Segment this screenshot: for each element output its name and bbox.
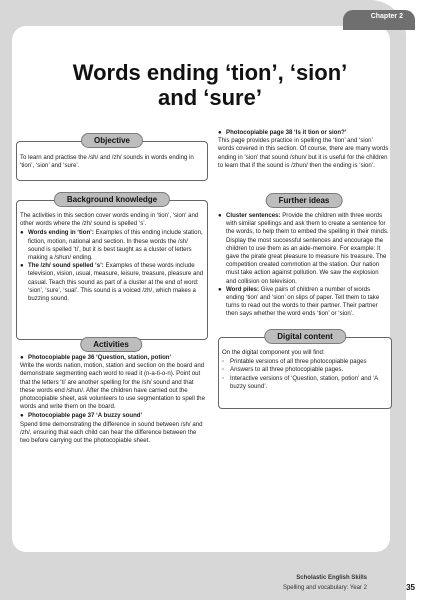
page-title <box>60 60 360 110</box>
further-2 <box>218 286 390 319</box>
activity-1-text: Write the words nation, motion, station and section on the board and demonstrate segmenting each word to read it (n-a-ti-o-n). Point out that the letters ‘ti’ are another spelling for the /sh/ sound and that these words end /shun/. After the children have carried out the photocopiable sheet, ask volunteers to use segmentation to spell the words and write them on the board. <box>20 362 205 411</box>
bullet-title: The /zh/ sound spelled ‘s’: <box>28 262 104 270</box>
activity-1 <box>20 354 206 362</box>
digital-item-text: Printable versions of all three photocopiable pages <box>230 358 367 366</box>
background-label: Background knowledge <box>54 192 170 207</box>
background-intro: The activities in this section cover words ending in ‘tion’, ‘sion’ and other words where the /zh/ sound is spelled ‘s’. <box>20 212 199 228</box>
bullet-icon: ● <box>20 354 24 361</box>
bullet-icon: ◦ <box>222 358 225 366</box>
digital-content-text <box>222 349 388 391</box>
bullet-icon: ● <box>20 229 24 237</box>
bullet-text: Examples of these words include television, vision, usual, measure, leisure, treasure, pleasure and casual. Teach this sound as part of a cluster at the end of word: ‘sion’, ‘sure’, ‘sual’. This sound is a voiced /zh/, which makes a buzzing sound. <box>28 262 204 303</box>
background-bullet-2 <box>20 262 204 303</box>
chapter-label: Chapter 2 <box>370 13 403 20</box>
photocopiable-38-title: Photocopiable page 38 ‘Is it tion or sion?’ <box>226 129 347 136</box>
background-text <box>20 212 204 303</box>
background-bullet-1 <box>20 229 204 262</box>
title-line-1: Words ending ‘tion’, ‘sion’ <box>72 60 348 85</box>
further-ideas-header <box>218 193 390 205</box>
further-text: Provide the children with three words with similar spellings and ask them to create a sentence for the words, to help them to embed the spelling in their minds. Display the most successful sentences and encourage the children to use them as an aide-memoire. For example: It gave the pirate great pleasure to measure his treasure. The competition created commotion at the station. Our nation must take action against pollution. We saw the explosion and collision on television. <box>226 212 389 285</box>
digital-item-text: Interactive versions of ‘Question, station, potion’ and ‘A buzzy sound’. <box>230 374 378 390</box>
activity-2-text: Spend time demonstrating the difference in sound between /sh/ and /zh/, ensuring that each child can hear the difference between the two before carrying out the photocopiable sheet. <box>20 420 203 445</box>
further-ideas-text <box>218 212 390 319</box>
page-number: 35 <box>406 583 415 592</box>
bullet-icon: ◦ <box>222 366 225 374</box>
bullet-text: Examples of this ending include station, fiction, motion, national and section. In these words the /sh/ sound is spelled ‘ti’, but it is best taught as a cluster of letters making a /shun/ ending. <box>28 229 203 262</box>
bullet-icon: ● <box>218 212 222 219</box>
series-title: Scholastic English Skills <box>296 575 367 581</box>
title-line-2: and ‘sure’ <box>158 85 262 110</box>
further-title: Word piles: <box>226 285 260 293</box>
activity-2 <box>20 412 206 420</box>
digital-item-text: Answers to all three photocopiable pages. <box>230 366 344 374</box>
photocopiable-38-text: This page provides practice in spelling the ‘tion’ and ‘sion’ words covered in this section. Of course, there are many words ending in ‘sion’ that sound /shun/ but it is useful for the children to learn that if the sound is /zhun/ then the ending is ‘sion’. <box>218 137 389 169</box>
activity-title: Photocopiable page 36 ‘Question, station, potion’ <box>28 354 172 361</box>
digital-item <box>222 366 388 374</box>
bullet-icon: ● <box>218 129 222 136</box>
activities-header <box>16 337 206 349</box>
series-subtitle: Spelling and vocabulary: Year 2 <box>282 585 367 591</box>
objective-text: To learn and practise the /sh/ and /zh/ sounds in words ending in ‘tion’, ‘sion’ and ‘sure’. <box>20 154 194 170</box>
further-1 <box>218 212 390 286</box>
bullet-icon: ● <box>20 262 24 270</box>
bullet-icon: ● <box>218 285 222 293</box>
digital-item <box>222 358 388 366</box>
activities-text <box>20 354 206 446</box>
bullet-icon: ◦ <box>222 374 225 382</box>
objective-label: Objective <box>81 133 143 148</box>
further-text: Give pairs of children a number of words ending ‘tion’ and ‘sion’ on slips of paper. Tell them to take turns to read out the words to their partner. Their partner then says whether the word ends ‘tion’ or ‘sion’. <box>226 285 380 318</box>
activity-title: Photocopiable page 37 ‘A buzzy sound’ <box>28 412 143 420</box>
digital-intro: On the digital component you will find: <box>222 349 325 356</box>
bullet-title: Words ending in ‘tion’: <box>28 229 94 237</box>
further-ideas-label: Further ideas <box>266 193 343 208</box>
photocopiable-38 <box>218 129 390 171</box>
photocopiable-38-heading <box>218 129 390 137</box>
digital-item <box>222 375 388 391</box>
further-title: Cluster sentences: <box>226 212 281 219</box>
digital-content-label: Digital content <box>264 329 346 344</box>
activities-label: Activities <box>80 337 142 352</box>
bullet-icon: ● <box>20 412 24 420</box>
